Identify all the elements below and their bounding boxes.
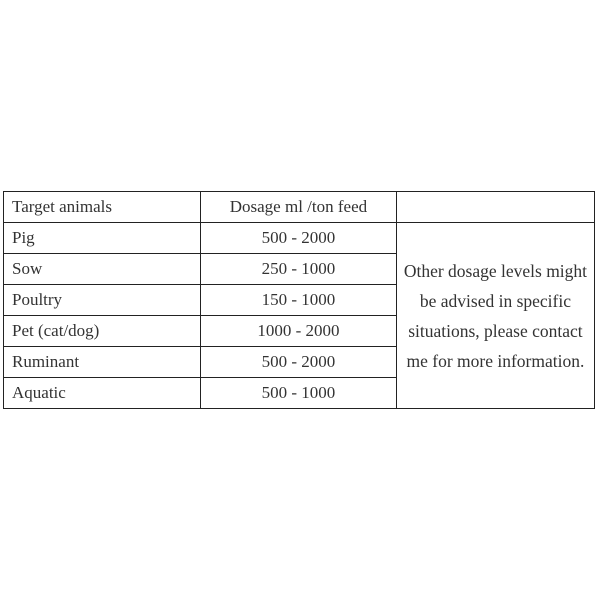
animal-cell: Pig [4,223,201,254]
dosage-cell: 500 - 2000 [200,223,396,254]
animal-cell: Sow [4,254,201,285]
dosage-cell: 500 - 1000 [200,378,396,409]
dosage-cell: 500 - 2000 [200,347,396,378]
header-empty-cell [396,192,594,223]
animal-cell: Ruminant [4,347,201,378]
dosage-table [3,191,595,409]
dosage-cell: 250 - 1000 [200,254,396,285]
animal-cell: Aquatic [4,378,201,409]
animal-cell: Pet (cat/dog) [4,316,201,347]
dosage-cell: 150 - 1000 [200,285,396,316]
animal-cell: Poultry [4,285,201,316]
header-target-animals: Target animals [4,192,201,223]
table-row [4,223,595,254]
dosage-cell: 1000 - 2000 [200,316,396,347]
dosage-note: Other dosage levels might be advised in specific situations, please contact me for more information. [396,223,594,409]
header-dosage: Dosage ml /ton feed [200,192,396,223]
table-header-row [4,192,595,223]
